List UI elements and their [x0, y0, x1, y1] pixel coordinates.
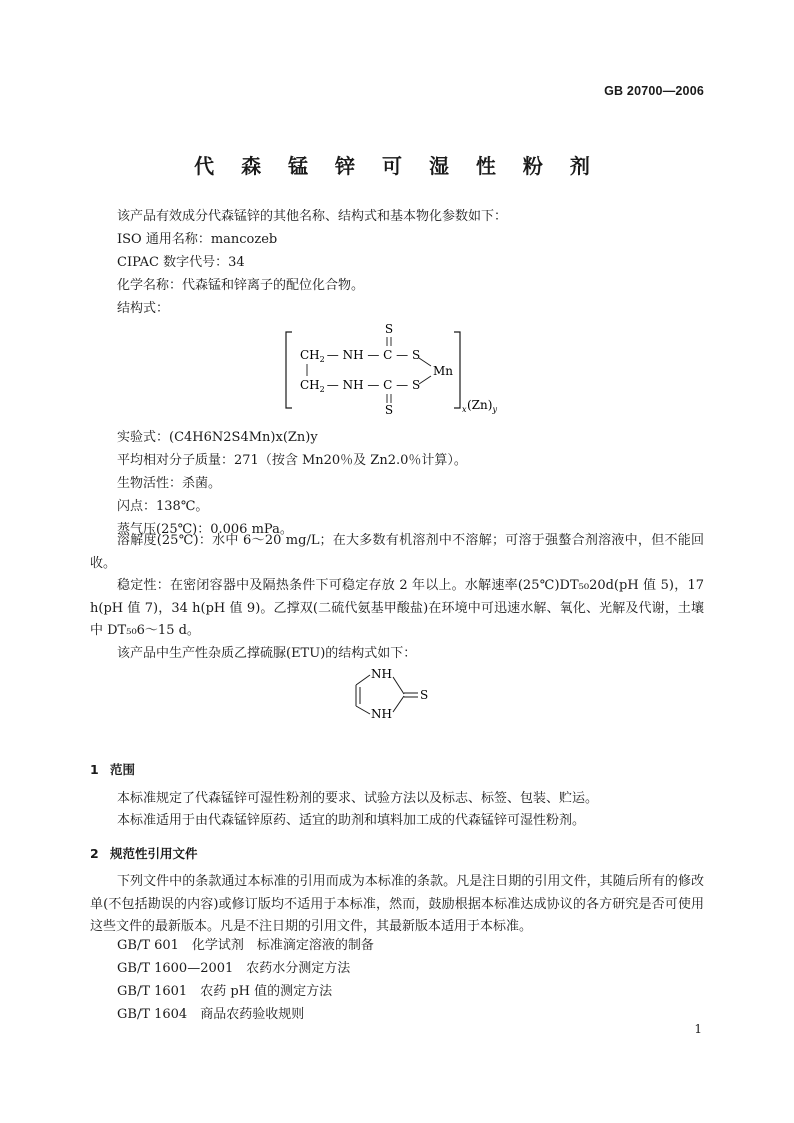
iso-common-name: ISO 通用名称：mancozeb — [117, 232, 278, 247]
sulfur-top: S — [384, 322, 394, 336]
s-mn-bond-top — [419, 358, 431, 366]
standard-number: GB 20700—2006 — [604, 84, 704, 98]
manganese: Mn — [433, 364, 454, 378]
row1-formula: $CH_2$ — NH — C — S — [300, 348, 421, 364]
subscript-x: x — [462, 405, 467, 414]
page-number: 1 — [694, 1022, 702, 1036]
intro-line: 该产品有效成分代森锰锌的其他名称、结构式和基本物化参数如下： — [117, 209, 508, 224]
section-1-paragraph-1: 本标准规定了代森锰锌可湿性粉剂的要求、试验方法以及标志、标签、包装、贮运。 — [117, 791, 599, 806]
document-title: 代 森 锰 锌 可 湿 性 粉 剂 — [194, 154, 600, 178]
vapor-pressure: 蒸气压(25℃)：0.006 mPa。 — [117, 522, 293, 537]
section-1-number: 1 — [90, 762, 99, 777]
empirical-label: 实验式： — [117, 430, 170, 445]
section-2-paragraph: 下列文件中的条款通过本标准的引用而成为本标准的条款。凡是注日期的引用文件，其随后所有的修改单(不包括勘误的内容)或修订版均不适用于本标准，然而，鼓励根据本标准达成协议的各方研究是否可使用这些文件的最新版本。凡是不注日期的引用文件，其最新版本适用于本标准。 — [90, 874, 704, 934]
etu-sulfur: S — [420, 688, 429, 702]
ring-bond-upper-left — [356, 675, 370, 685]
flash-point: 闪点：138℃。 — [117, 499, 209, 514]
solubility-paragraph: 溶解度(25℃)：水中 6～20 mg/L；在大多数有机溶剂中不溶解；可溶于强螯合剂溶液中，但不能回收。 — [90, 533, 704, 571]
section-1-heading — [90, 760, 135, 778]
sulfur-bottom: S — [384, 403, 394, 417]
section-1-title: 范围 — [110, 762, 136, 777]
stability-paragraph: 稳定性：在密闭容器中及隔热条件下可稳定存放 2 年以上。水解速率(25℃)DT₅₀20d(pH 值 5)，17 h(pH 值 7)，34 h(pH 值 9)。乙撑双(二硫代氨基甲酸盐)在环境中可迅速水解、氧化、光解及代谢，土壤中 DT₅₀6～15 d。 — [90, 578, 704, 638]
ring-bond-lower-right — [393, 696, 404, 712]
section-2-title: 规范性引用文件 — [110, 846, 198, 861]
ring-bond-upper-right — [393, 677, 404, 694]
reference-item: GB/T 1600—2001 农药水分测定方法 — [117, 961, 351, 976]
ring-bond-lower-left — [356, 706, 370, 714]
row2-formula: $CH_2$ — NH — C — S — [300, 378, 421, 394]
section-2-number: 2 — [90, 846, 99, 861]
structure-label: 结构式： — [117, 301, 170, 316]
etu-intro: 该产品中生产性杂质乙撑硫脲(ETU)的结构式如下： — [117, 646, 417, 661]
cipac-code: CIPAC 数字代号：34 — [117, 255, 245, 270]
right-bracket — [454, 332, 460, 408]
section-2-heading — [90, 844, 198, 862]
molecular-weight: 平均相对分子质量：271（按含 Mn20％及 Zn2.0％计算）。 — [117, 453, 467, 468]
s-mn-bond-bottom — [419, 376, 431, 384]
nh-bottom: NH — [371, 707, 392, 721]
reference-item: GB/T 601 化学试剂 标准滴定溶液的制备 — [117, 938, 374, 953]
chemical-name: 化学名称：代森锰和锌离子的配位化合物。 — [117, 278, 365, 293]
biological-activity: 生物活性：杀菌。 — [117, 476, 222, 491]
etu-structural-formula — [340, 662, 450, 726]
reference-item: GB/T 1601 农药 pH 值的测定方法 — [117, 984, 333, 999]
section-1-paragraph-2: 本标准适用于由代森锰锌原药、适宜的助剂和填料加工成的代森锰锌可湿性粉剂。 — [117, 813, 586, 828]
empirical-formula: (C4H6N2S4Mn)x(Zn)y — [169, 430, 318, 445]
nh-top: NH — [371, 667, 392, 681]
zinc-term: $(Zn)_y$ — [467, 398, 497, 414]
reference-item: GB/T 1604 商品农药验收规则 — [117, 1007, 305, 1022]
mancozeb-structural-formula — [280, 318, 520, 420]
left-bracket — [286, 332, 292, 408]
empirical-formula-line — [117, 428, 318, 448]
